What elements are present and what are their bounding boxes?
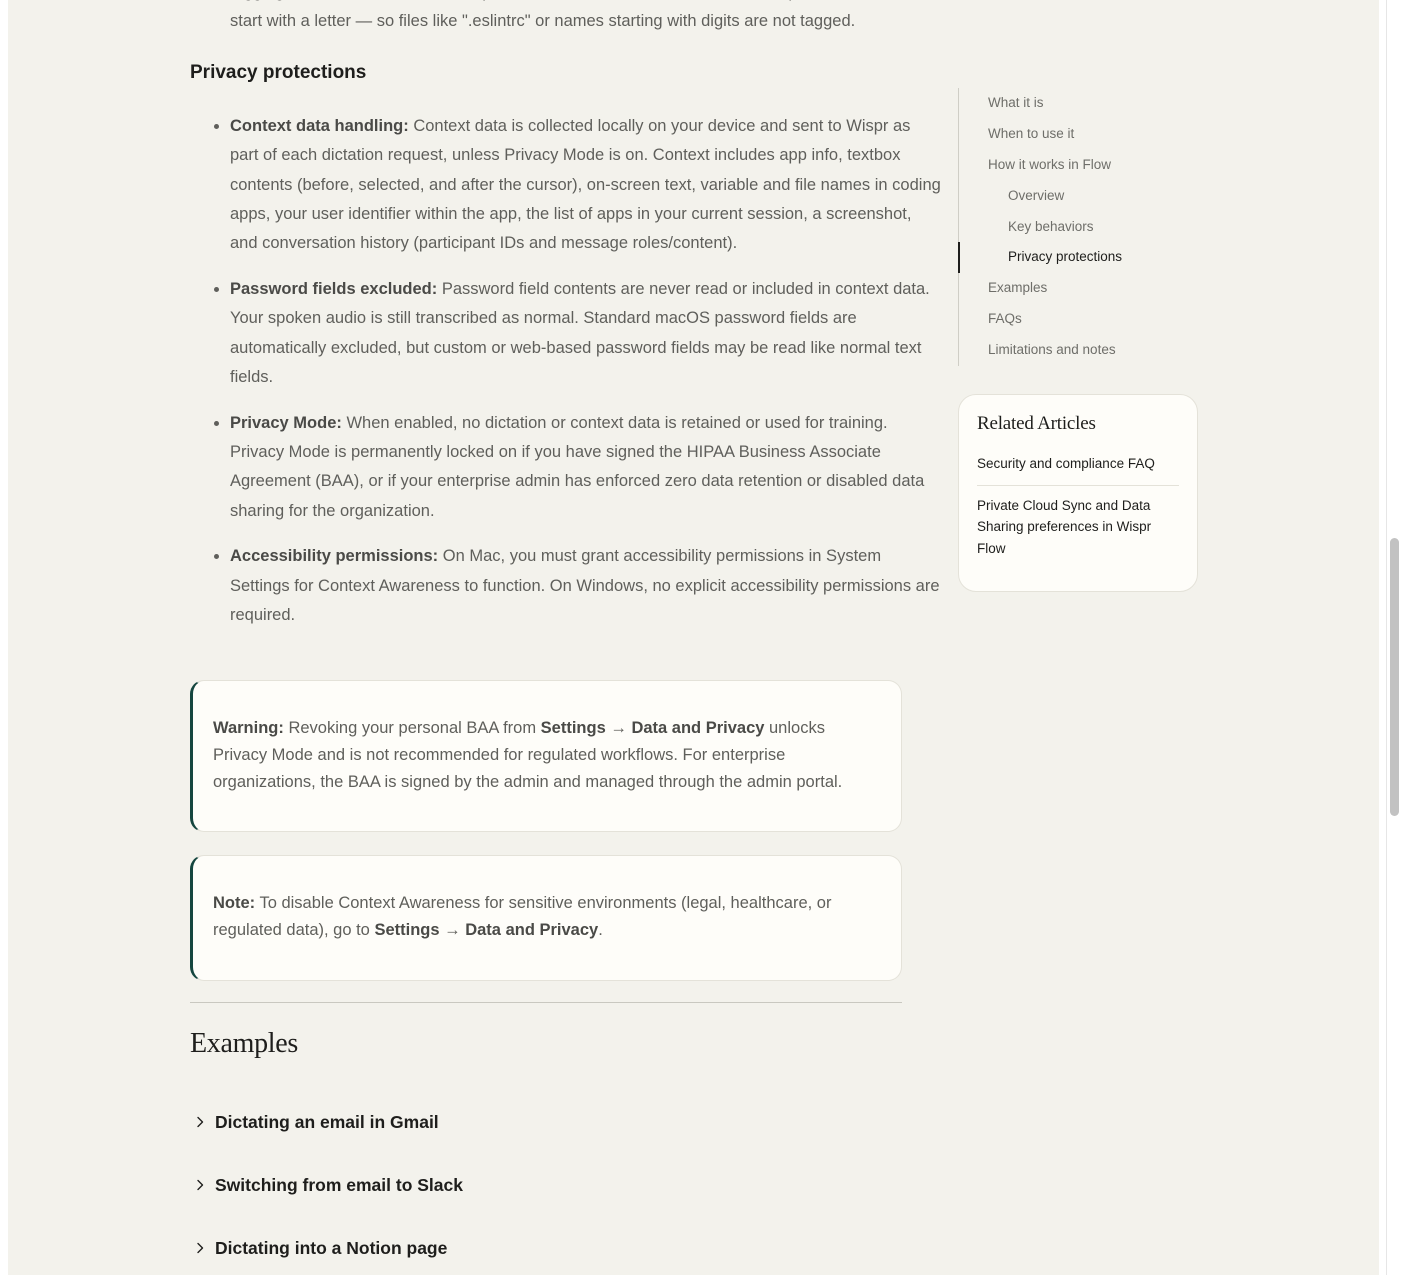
item-label: Privacy Mode: xyxy=(230,413,342,432)
arrow-glyph: → xyxy=(439,921,466,939)
example-label: Dictating an email in Gmail xyxy=(215,1111,439,1132)
item-text: Context data is collected locally on your device and sent to Wispr as part of each dictation request, unless Privacy Mode is on. Context includes app info, textbox contents (before, selected, and after the cursor), on-screen text, variable and file names in coding apps, your user identifier within the app, the list of apps in your current session, a screenshot, and conversation history (participant IDs and message roles/content). xyxy=(230,117,941,253)
toc-active-indicator xyxy=(958,242,960,273)
section-divider xyxy=(190,1002,902,1003)
toc-item-privacy-protections[interactable]: Privacy protections xyxy=(1008,249,1123,264)
item-text: When enabled, no dictation or context data is retained or used for training. Privacy Mode is permanently locked on if you have signed the HIPAA Business Associate Agreement (BAA), or if your enterprise admin has enforced zero data retention or disabled data sharing for the organization. xyxy=(230,413,925,520)
note-end: . xyxy=(598,921,603,939)
related-link-security-faq[interactable]: Security and compliance FAQ xyxy=(977,456,1155,471)
example-label: Dictating into a Notion page xyxy=(215,1237,448,1258)
item-label: Accessibility permissions: xyxy=(230,547,439,566)
toc-item-examples[interactable]: Examples xyxy=(988,280,1048,295)
related-divider xyxy=(977,485,1179,486)
example-gmail-toggle[interactable] xyxy=(190,1107,902,1137)
privacy-heading: Privacy protections xyxy=(190,62,367,83)
settings-path: Settings xyxy=(540,719,606,737)
list-item xyxy=(230,112,942,258)
data-privacy-path: Data and Privacy xyxy=(465,921,599,939)
scrollbar-thumb[interactable] xyxy=(1390,538,1399,816)
list-item xyxy=(230,409,942,526)
item-text: On Mac, you must grant accessibility permissions in System Settings for Context Awareness to function. On Windows, no explicit accessibility permissions are required. xyxy=(230,547,940,624)
toc-item-limitations[interactable]: Limitations and notes xyxy=(988,342,1116,357)
toc-item-when-to-use[interactable]: When to use it xyxy=(988,126,1075,141)
example-slack-toggle[interactable] xyxy=(190,1170,902,1200)
related-heading: Related Articles xyxy=(977,413,1096,434)
note-text-1: To disable Context Awareness for sensitive environments (legal, healthcare, or regulated data), go to xyxy=(213,894,832,939)
toc-item-overview[interactable]: Overview xyxy=(1008,188,1065,203)
arrow-glyph: → xyxy=(605,719,632,737)
chevron-right-icon xyxy=(190,1175,210,1195)
toc-item-what-it-is[interactable]: What it is xyxy=(988,95,1044,110)
chevron-right-icon xyxy=(190,1238,210,1258)
list-item xyxy=(230,275,942,392)
warning-label: Warning: xyxy=(213,719,284,737)
item-label: Password fields excluded: xyxy=(230,279,438,298)
item-text: Password field contents are never read or included in context data. Your spoken audio is still transcribed as normal. Standard macOS password fields are automatically excluded, but custom or web-based password fields may be read like normal text fields. xyxy=(230,279,930,386)
data-privacy-path: Data and Privacy xyxy=(631,719,765,737)
toc-item-key-behaviors[interactable]: Key behaviors xyxy=(1008,219,1094,234)
table-of-contents xyxy=(958,88,1199,366)
privacy-list xyxy=(190,112,942,647)
related-link-private-cloud-sync[interactable]: Private Cloud Sync and Data Sharing preferences in Wispr Flow xyxy=(977,497,1152,556)
toc-item-faqs[interactable]: FAQs xyxy=(988,311,1022,326)
related-articles-card xyxy=(958,394,1198,592)
intro-line-1 xyxy=(230,0,902,7)
chevron-right-icon xyxy=(190,1112,210,1132)
note-callout xyxy=(190,855,902,981)
example-notion-toggle[interactable] xyxy=(190,1233,902,1263)
example-label: Switching from email to Slack xyxy=(215,1174,463,1195)
toc-item-how-it-works[interactable]: How it works in Flow xyxy=(988,157,1112,172)
warning-text-2: unlocks Privacy Mode and is not recommended for regulated workflows. For enterprise organizations, the BAA is signed by the admin and managed through the admin portal. xyxy=(213,719,843,791)
settings-path: Settings xyxy=(374,921,440,939)
warning-callout xyxy=(190,680,902,832)
warning-text-1: Revoking your personal BAA from xyxy=(283,719,541,737)
list-item xyxy=(230,542,942,630)
note-label: Note: xyxy=(213,894,256,912)
intro-paragraph xyxy=(230,0,902,36)
item-label: Context data handling: xyxy=(230,117,409,135)
intro-line-2: start with a letter — so files like ".eslintrc" or names starting with digits are not tagged. xyxy=(230,12,856,30)
examples-heading: Examples xyxy=(190,1028,299,1059)
